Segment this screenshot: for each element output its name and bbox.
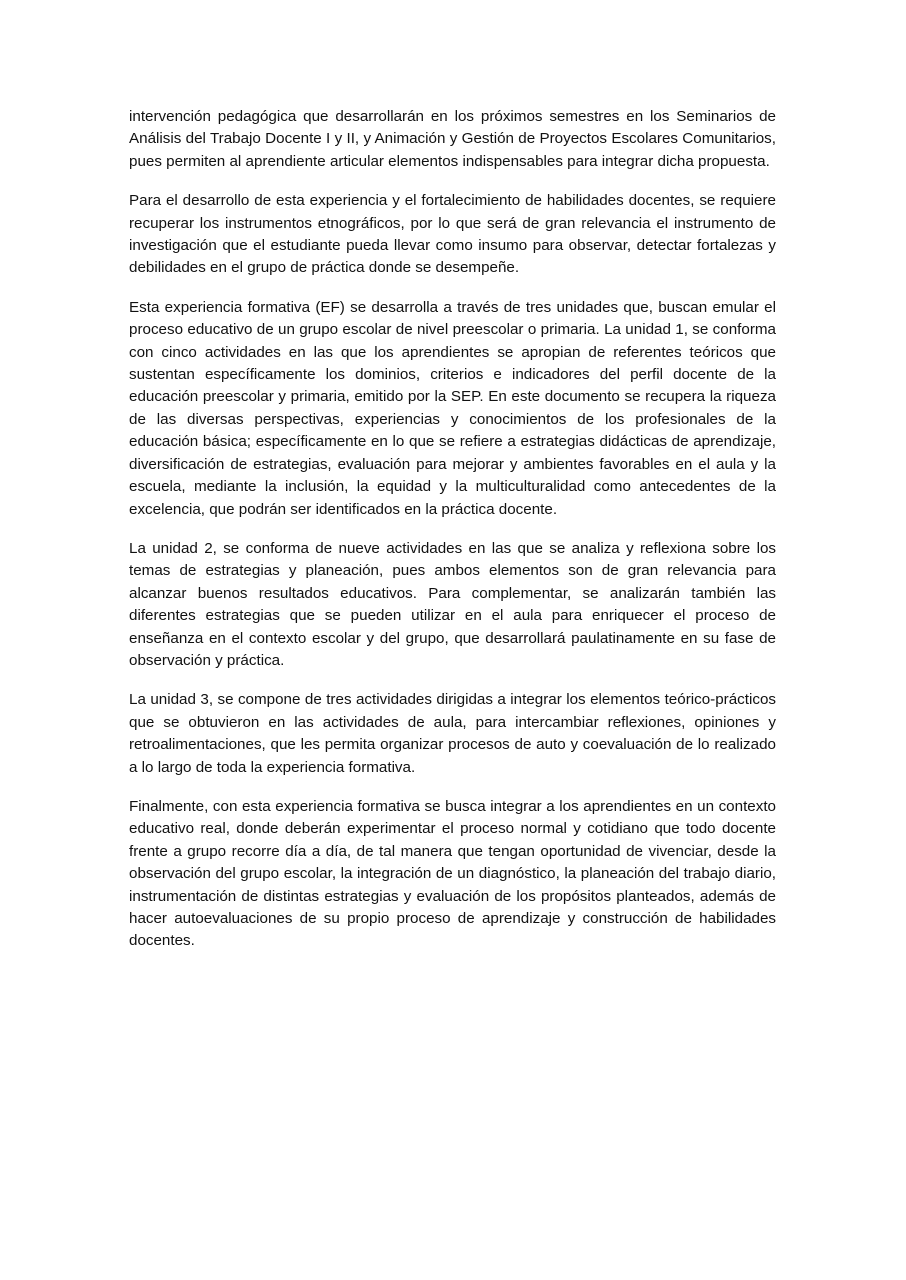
paragraph-3: Esta experiencia formativa (EF) se desarrolla a través de tres unidades que, buscan emular el proceso educativo de un grupo escolar de nivel preescolar o primaria. La unidad 1, se conforma con cinco actividades en las que los aprendientes se apropian de referentes teóricos que sustentan específicamente los dominios, criterios e indicadores del perfil docente de la educación preescolar y primaria, emitido por la SEP. En este documento se recupera la riqueza de las diversas perspectivas, experiencias y conocimientos de los profesionales de la educación básica; específicamente en lo que se refiere a estrategias didácticas de aprendizaje, diversificación de estrategias, evaluación para mejorar y ambientes favorables en el aula y la escuela, mediante la inclusión, la equidad y la multiculturalidad como antecedentes de la excelencia, que podrán ser identificados en la práctica docente.	[129, 298, 776, 518]
paragraph-1: intervención pedagógica que desarrollarán en los próximos semestres en los Seminarios de Análisis del Trabajo Docente I y II, y Animación y Gestión de Proyectos Escolares Comunitarios, pues permiten al aprendiente articular elementos indispensables para integrar dicha propuesta.	[129, 108, 776, 170]
paragraph-5: La unidad 3, se compone de tres actividades dirigidas a integrar los elementos teórico-prácticos que se obtuvieron en las actividades de aula, para intercambiar reflexiones, opiniones y retroalimentaciones, que les permita organizar procesos de auto y coevaluación de lo realizado a lo largo de toda la experiencia formativa.	[129, 691, 776, 776]
paragraph-4: La unidad 2, se conforma de nueve actividades en las que se analiza y reflexiona sobre los temas de estrategias y planeación, pues ambos elementos son de gran relevancia para alcanzar buenos resultados educativos. Para complementar, se analizarán también las diferentes estrategias que se pueden utilizar en el aula para enriquecer el proceso de enseñanza en el contexto escolar y del grupo, que desarrollará paulatinamente en su fase de observación y práctica.	[129, 539, 776, 669]
document-body	[129, 106, 776, 970]
paragraph-6: Finalmente, con esta experiencia formativa se busca integrar a los aprendientes en un contexto educativo real, donde deberán experimentar el proceso normal y cotidiano que todo docente frente a grupo recorre día a día, de tal manera que tengan oportunidad de vivenciar, desde la observación del grupo escolar, la integración de un diagnóstico, la planeación del trabajo diario, instrumentación de distintas estrategias y evaluación de los propósitos planteados, además de hacer autoevaluaciones de su propio proceso de aprendizaje y construcción de habilidades docentes.	[129, 797, 776, 950]
paragraph-2: Para el desarrollo de esta experiencia y el fortalecimiento de habilidades docentes, se requiere recuperar los instrumentos etnográficos, por lo que será de gran relevancia el instrumento de investigación que el estudiante pueda llevar como insumo para observar, detectar fortalezas y debilidades en el grupo de práctica donde se desempeñe.	[129, 192, 776, 277]
